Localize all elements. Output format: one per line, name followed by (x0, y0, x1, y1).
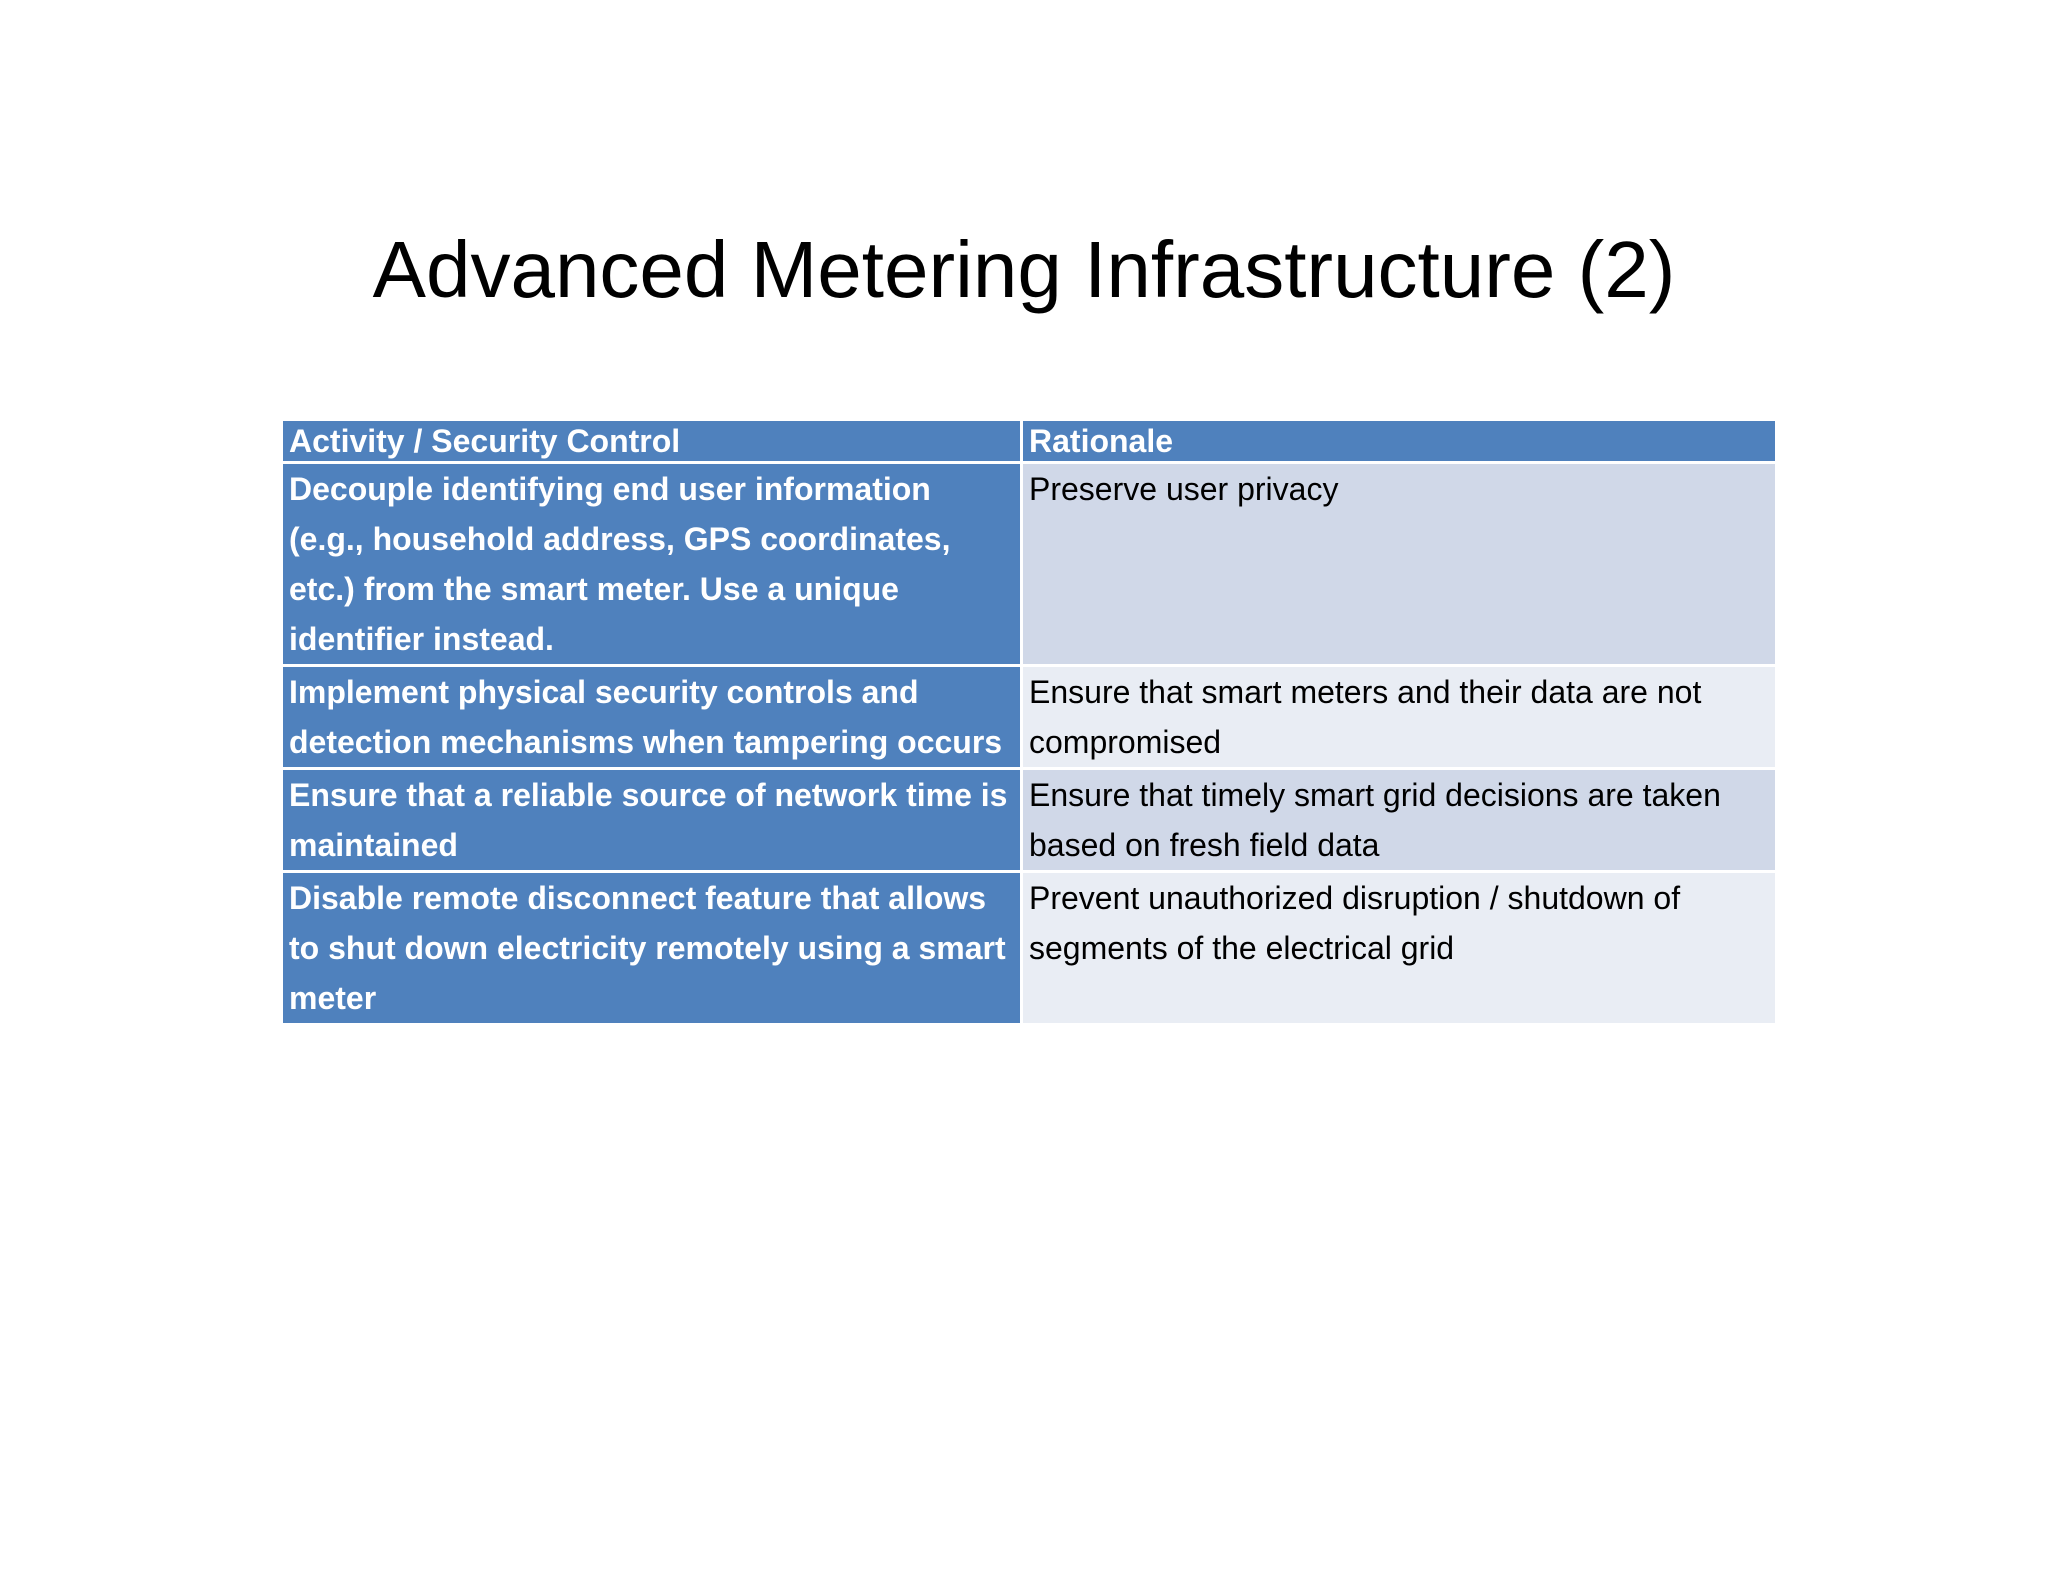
column-header-activity: Activity / Security Control (283, 421, 1020, 461)
activity-cell: Ensure that a reliable source of network time is maintained (283, 770, 1020, 870)
activity-cell: Disable remote disconnect feature that allows to shut down electricity remotely using a smart meter (283, 873, 1020, 1023)
table-row (283, 464, 1775, 664)
table-header-row (283, 421, 1775, 461)
rationale-cell: Prevent unauthorized disruption / shutdown of segments of the electrical grid (1023, 873, 1775, 1023)
table-row (283, 770, 1775, 870)
rationale-cell: Ensure that timely smart grid decisions are taken based on fresh field data (1023, 770, 1775, 870)
table-row (283, 873, 1775, 1023)
rationale-cell: Preserve user privacy (1023, 464, 1775, 664)
security-controls-table (280, 418, 1778, 1026)
column-header-rationale: Rationale (1023, 421, 1775, 461)
slide-title: Advanced Metering Infrastructure (2) (372, 225, 1676, 314)
activity-cell: Implement physical security controls and detection mechanisms when tampering occurs (283, 667, 1020, 767)
table-row (283, 667, 1775, 767)
activity-cell: Decouple identifying end user information (e.g., household address, GPS coordinates, etc.) from the smart meter. Use a unique identifier instead. (283, 464, 1020, 664)
rationale-cell: Ensure that smart meters and their data are not compromised (1023, 667, 1775, 767)
